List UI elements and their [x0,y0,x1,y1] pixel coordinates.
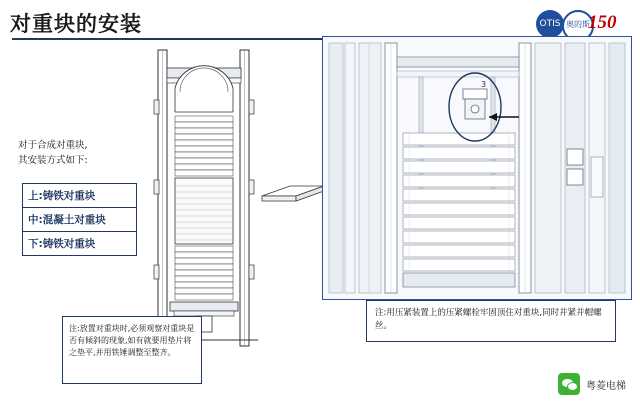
footer-account-name: 粤菱电梯 [586,380,626,392]
left-intro-text [18,138,148,168]
logo-badge-icon: 奥的斯 [562,10,594,42]
label-box-bottom: 下:铸铁对重块 [22,231,137,256]
label-box-top: 上:铸铁对重块 [22,183,137,208]
note-left: 注:放置对重块时,必须观察对重块是否有倾斜的现象,如有就要用垫片将之垫平,并用铁锤调整至整齐。 [62,316,202,384]
logo-mark-icon: OTIS [536,10,564,38]
wechat-icon [558,373,580,395]
logo-anniversary-text: 150 [588,12,617,33]
right-photo-panel [322,36,632,300]
page-title: 对重块的安装 [10,12,142,36]
callout-number-label: 3 [481,80,487,89]
note-right: 注:用压紧装置上的压紧螺栓牢固顶住对重块,同时并紧并帽螺丝。 [366,300,616,342]
intro-line-1: 对于合成对重块, [18,140,88,151]
brand-logo [536,10,626,38]
intro-line-2: 其安装方式如下: [18,155,88,166]
footer-account [558,371,626,397]
label-box-middle: 中:混凝土对重块 [22,207,137,232]
counterweight-photo-diagram [323,37,631,299]
